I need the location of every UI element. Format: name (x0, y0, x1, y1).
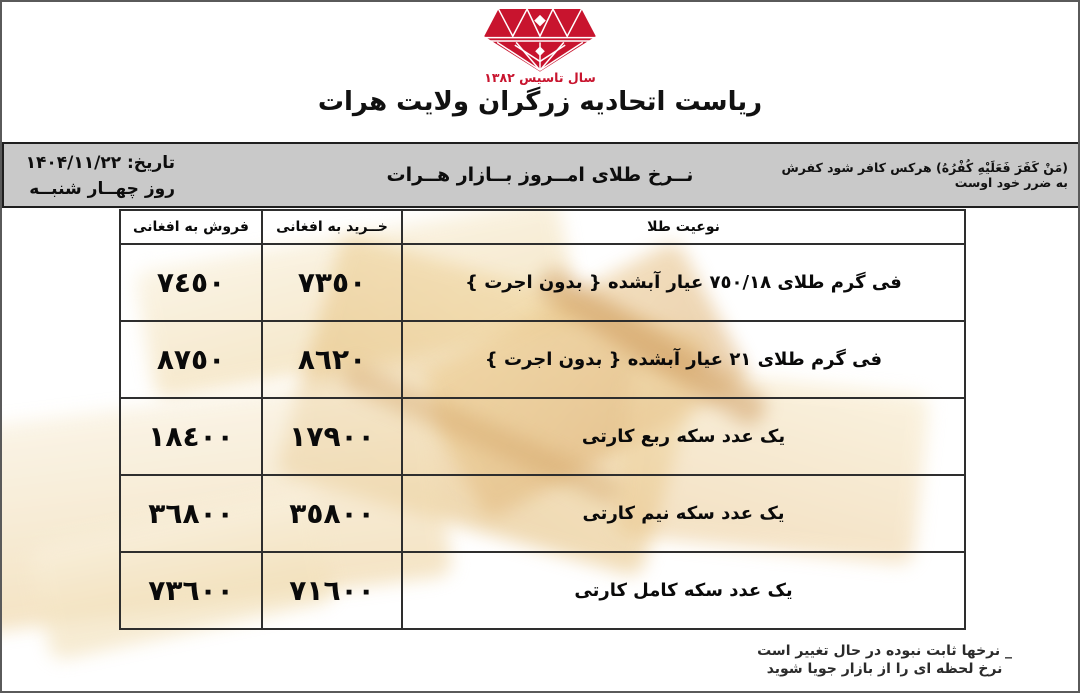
table-row (120, 552, 965, 629)
diamond-logo-icon (482, 7, 598, 73)
sell-price-cell: ١٨٤٠٠ (120, 398, 262, 475)
buy-price-cell: ٨٦٢٠ (262, 321, 402, 398)
bulletin-title: نــرخ طلای امــروز بــازار هــرات (386, 164, 694, 186)
date-label: تاریخ: ۱۴۰۴/۱۱/۲۲ (25, 153, 175, 173)
column-header-gold-type: نوعیت طلا (402, 210, 965, 244)
footer-note-line-1: _ نرخها ثابت نبوده در حال تغییر است (757, 642, 1012, 659)
column-header-buy: خــرید به افغانی (262, 210, 402, 244)
gold-type-cell: فی گرم طلای ٢١ عیار آبشده { بدون اجرت } (402, 321, 965, 398)
header (2, 2, 1078, 140)
buy-price-cell: ٧٣٥٠ (262, 244, 402, 321)
gold-type-cell: یک عدد سکه ربع کارتی (402, 398, 965, 475)
table-row (120, 398, 965, 475)
footer-note-line-2: نرخ لحظه ای را از بازار جویا شوید (766, 660, 1003, 677)
buy-price-cell: ٣٥٨٠٠ (262, 475, 402, 552)
column-header-sell: فروش به افغانی (120, 210, 262, 244)
religious-quote: (مَنْ كَفَرَ فَعَلَيْهِ كُفْرُهُ) هرکس کافر شود کفرش به ضرر خود اوست (781, 160, 1068, 190)
sell-price-cell: ٧٣٦٠٠ (120, 552, 262, 629)
day-label: روز چهــار شنبــه (29, 179, 175, 200)
goldsmiths-union-logo (2, 7, 1078, 73)
sell-price-cell: ٧٤٥٠ (120, 244, 262, 321)
buy-price-cell: ٧١٦٠٠ (262, 552, 402, 629)
footer-note (757, 642, 1012, 678)
founding-year-caption: سال تاسیس ۱۳۸۲ (484, 70, 596, 85)
table-header-row (120, 210, 965, 244)
sell-price-cell: ٨٧٥٠ (120, 321, 262, 398)
page-title: ریاست اتحادیه زرگران ولایت هرات (317, 87, 763, 117)
table-row (120, 321, 965, 398)
sell-price-cell: ٣٦٨٠٠ (120, 475, 262, 552)
info-bar (2, 142, 1078, 208)
gold-type-cell: فی گرم طلای ٧٥٠/١٨ عیار آبشده { بدون اجرت } (402, 244, 965, 321)
table-row (120, 475, 965, 552)
table-row (120, 244, 965, 321)
rate-table (119, 209, 966, 630)
gold-type-cell: یک عدد سکه کامل کارتی (402, 552, 965, 629)
gold-type-cell: یک عدد سکه نیم کارتی (402, 475, 965, 552)
buy-price-cell: ١٧٩٠٠ (262, 398, 402, 475)
